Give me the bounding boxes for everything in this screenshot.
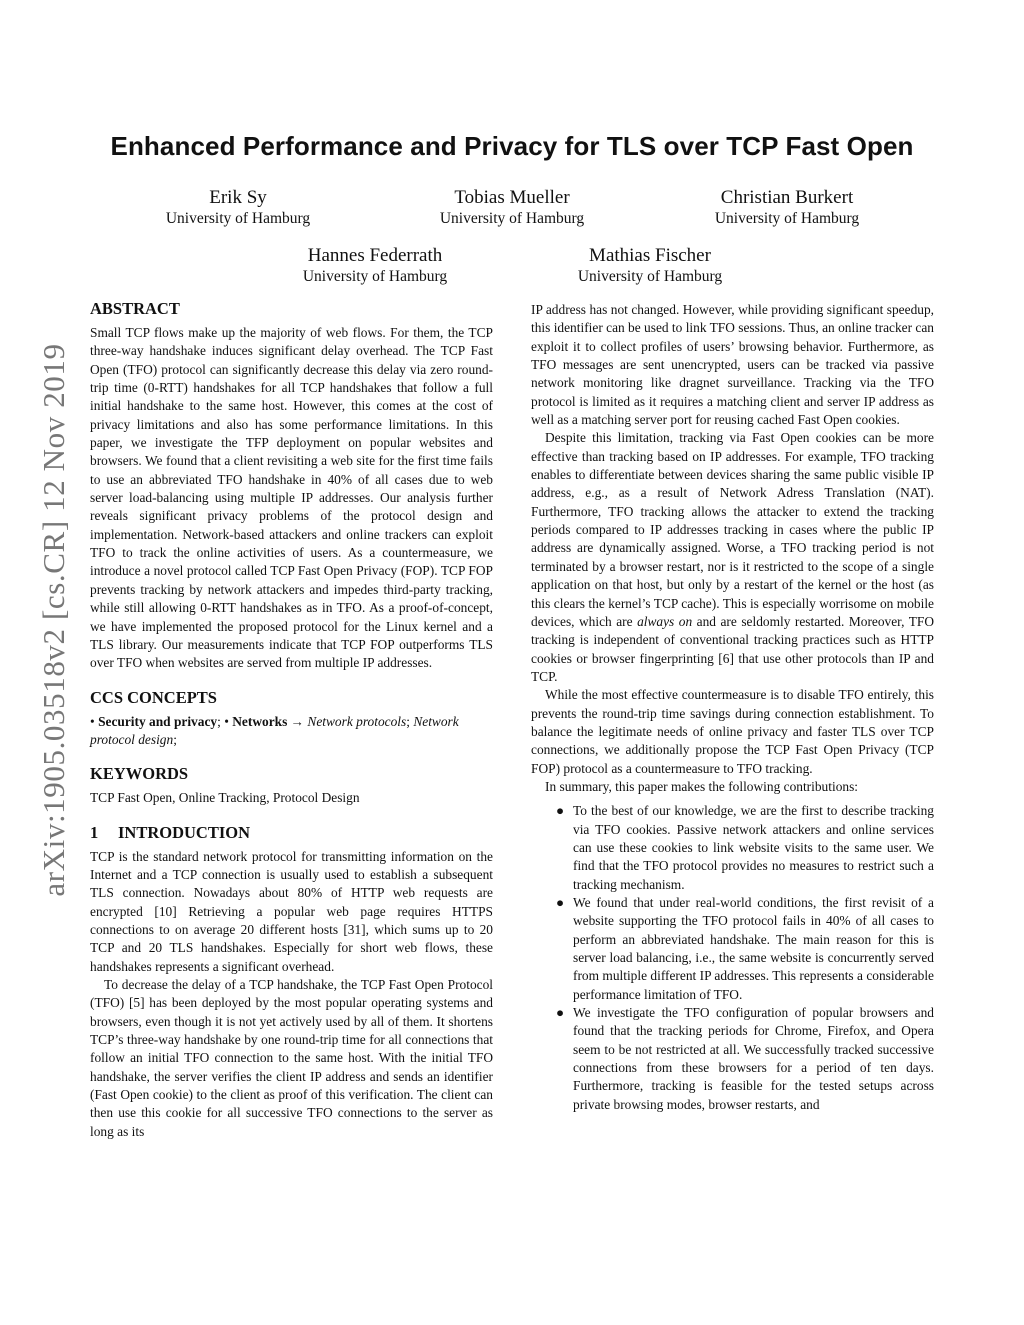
bullet-icon: ● bbox=[556, 803, 565, 819]
body-paragraph: IP address has not changed. However, while providing significant speedup, this identifier can be used to link TFO sessions. Thus, an online tracker can exploit it to collect profiles of users’ browsing behavior. Furthermore, as TFO messages are sent unencrypted, users can be tracked via passive network monitoring like dragnet surveillance. Tracking via the TFO protocol is limited as it requires a matching client and server IP address as well as a matching server port for reusing cached Fast Open cookies. bbox=[531, 302, 935, 428]
ccs-bullet: • bbox=[90, 713, 95, 729]
body-paragraph bbox=[531, 429, 934, 686]
ccs-term: Networks bbox=[232, 713, 288, 729]
section-title: INTRODUCTION bbox=[118, 822, 251, 842]
paper-title: Enhanced Performance and Privacy for TLS over TCP Fast Open bbox=[110, 131, 914, 161]
author-block bbox=[225, 245, 525, 287]
author-block bbox=[637, 187, 937, 229]
ccs-concepts bbox=[90, 713, 493, 750]
ccs-subterm: Network protocols bbox=[307, 713, 407, 729]
contributions-list bbox=[531, 802, 934, 1114]
abstract-heading: ABSTRACT bbox=[90, 299, 180, 318]
emphasis-text: always on bbox=[637, 613, 693, 629]
author-affiliation: University of Hamburg bbox=[302, 268, 448, 285]
author-name: Hannes Federrath bbox=[307, 245, 443, 266]
author-name: Christian Burkert bbox=[720, 187, 854, 208]
author-block bbox=[88, 187, 388, 229]
bullet-icon: ● bbox=[556, 895, 565, 910]
ccs-separator: ; bbox=[217, 713, 221, 729]
body-paragraph: While the most effective countermeasure is to disable TFO entirely, this prevents the round-trip time savings during connection establishment. To balance the legitimate needs of online privacy and faster TLS over TCP connections, we additionally propose the TCP Fast Open Privacy (TCP FOP) protocol as a countermeasure to TFO tracking. bbox=[531, 687, 934, 776]
author-name: Erik Sy bbox=[209, 187, 267, 208]
right-column bbox=[531, 301, 934, 1114]
keywords-text: TCP Fast Open, Online Tracking, Protocol Design bbox=[90, 790, 360, 806]
ccs-heading: CCS CONCEPTS bbox=[90, 687, 217, 707]
ccs-subterm: Network protocol design bbox=[90, 713, 459, 747]
paragraph-text: and are seldomly restarted. Moreover, TFO tracking is independent of conventional tracking practices such as HTTP cookies or browser fingerprinting [6] that use other protocols than IP and TCP. bbox=[531, 613, 934, 684]
list-item bbox=[531, 1004, 934, 1114]
abstract-text: Small TCP flows make up the majority of web flows. For them, the TCP three-way handshake induces significant delay overhead. The TCP Fast Open (TFO) protocol can significantly decrease this delay via zero round-trip time (0-RTT) handshakes for all TCP handshakes that follow a full initial handshake to the same host. However, this comes at the cost of privacy limitations and also has some performance limitations. In this paper, we investigate the TFP deployment on popular websites and browsers. We found that a client revisiting a web site for the first time fails to use an abbreviated TFO handshake in 40% of all cases due to web server load-balancing using multiple IP addresses. Our analysis further reveals significant privacy problems of the protocol design and implementation. Network-based attackers and online trackers can exploit TFO to track the online activities of users. As a countermeasure, we introduce a novel protocol called TCP Fast Open Privacy (FOP). TCP FOP prevents tracking by network attackers and impedes third-party tracking, while still allowing 0-RTT handshakes as in TFO. As a proof-of-concept, we have implemented the proposed protocol for the Linux kernel and a TLS library. Our measurements indicate that TCP FOP outperforms TLS over TFO when websites are served from multiple IP addresses. bbox=[90, 325, 493, 671]
list-item-text: We found that under real-world conditions, the first revisit of a website supporting the TFO protocol fails in 40% of all cases to perform an abbreviated handshake. The main reason for this is server load balancing, i.e., the same website is concurrently served from multiple different IP addresses. This represents a considerable performance limitation of TFO. bbox=[573, 895, 934, 1002]
arxiv-identifier: arXiv:1905.03518v2 [cs.CR] 12 Nov 2019 bbox=[36, 343, 71, 897]
body-paragraph: In summary, this paper makes the following contributions: bbox=[545, 778, 859, 794]
ccs-term: Security and privacy bbox=[98, 713, 218, 729]
author-block bbox=[362, 187, 662, 229]
ccs-arrow: → bbox=[290, 713, 305, 729]
ccs-separator: ; bbox=[406, 713, 410, 729]
author-affiliation: University of Hamburg bbox=[714, 210, 860, 227]
list-item-text: We investigate the TFO configuration of popular browsers and found that the tracking periods for Chrome, Firefox, and Opera seem to be not restricted at all. We successfully tracked successive connections from these browsers for a period of ten days. Furthermore, tracking is feasible for the tested setups across private browsing modes, browser restarts, and bbox=[573, 1005, 934, 1112]
author-name: Mathias Fischer bbox=[589, 245, 711, 266]
author-affiliation: University of Hamburg bbox=[577, 268, 723, 285]
left-column bbox=[90, 298, 493, 1141]
intro-paragraph: TCP is the standard network protocol for transmitting information on the Internet and a TCP connection is usually used to establish a subsequent TLS connection. Nowadays about 80% of HTTP web requests are encrypted [10] Retrieving a popular web page requires HTTPS connections to on average 20 different hosts [31], which sums up to 20 TCP and 20 TLS handshakes. Especially for short web flows, these handshakes represents a significant overhead. bbox=[90, 848, 493, 974]
keywords-heading: KEYWORDS bbox=[90, 764, 189, 784]
intro-paragraph: To decrease the delay of a TCP handshake, the TCP Fast Open Protocol (TFO) [5] has been deployed by the most popular operating systems and browsers, even though it is not yet actively used by all of them. It shortens TCP’s three-way handshake by one round-trip time for all connections that follow an initial TFO connection to the same host. With the initial TFO handshake, the server verifies the client IP address and sends an identifier (Fast Open cookie) to the client as proof of this verification. The client can then use this cookie for all successive TFO connections to the server as long as its bbox=[90, 976, 493, 1139]
author-name: Tobias Mueller bbox=[454, 187, 570, 208]
ccs-separator: ; bbox=[173, 731, 177, 747]
ccs-bullet: • bbox=[224, 713, 229, 729]
author-affiliation: University of Hamburg bbox=[165, 210, 311, 227]
list-item bbox=[531, 802, 934, 894]
bullet-icon: ● bbox=[556, 1005, 565, 1021]
author-affiliation: University of Hamburg bbox=[439, 210, 585, 227]
paragraph-text: Despite this limitation, tracking via Fast Open cookies can be more effective than tracking based on IP addresses. For example, TFO tracking enables to differentiate between devices sharing the same public visible IP address, e.g., as a result of Network Adress Translation (NAT). Furthermore, TFO tracking allows the attacker to extend the tracking periods compared to IP addresses tracking in cases where the public IP address are dynamically assigned. Worse, a TFO tracking period is not terminated by a browser restart, nor is it restricted to the scope of a single application on that host, but only by a restart of the kernel or the host (as this clears the kernel’s TCP cache). This is especially worrisome on mobile devices, which are bbox=[531, 430, 934, 629]
intro-heading bbox=[90, 822, 493, 844]
list-item-text: To the best of our knowledge, we are the first to describe tracking via TFO cookies. Passive network attackers and online services can use these cookies to link website visits to the same user. We find that the TFO protocol provides no measures to restrict such a tracking mechanism. bbox=[573, 803, 934, 892]
list-item bbox=[531, 894, 934, 1004]
section-number: 1 bbox=[90, 822, 99, 842]
author-block bbox=[500, 245, 800, 287]
